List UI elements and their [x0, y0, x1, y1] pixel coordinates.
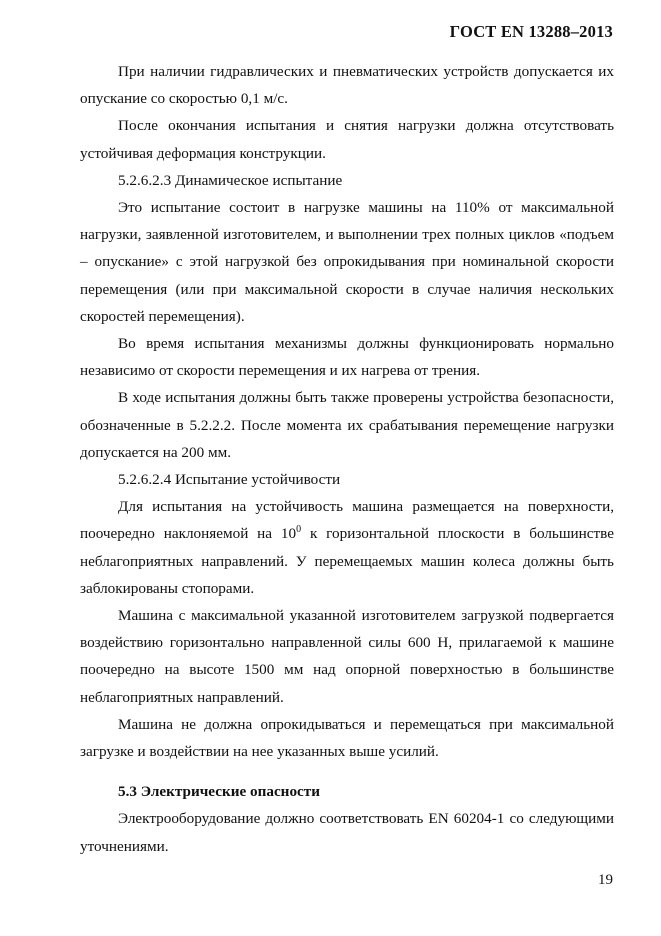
paragraph-safety-devices: В ходе испытания должны быть также проверены устройства безопасности, обозначенные в 5.2.2.2. После момента их срабатывания перемещение нагрузки допускается на 200 мм.	[80, 389, 614, 461]
paragraph-no-tipping: Машина не должна опрокидываться и перемещаться при максимальной загрузке и воздействии на нее указанных выше усилий.	[80, 715, 614, 761]
stability-text-part-1: Для испытания на устойчивость машина размещается на поверхности, поочередно наклоняемой на 10	[80, 498, 614, 543]
paragraph-mechanisms-function: Во время испытания механизмы должны функционировать нормально независимо от скорости перемещения и их нагрева от трения.	[80, 335, 614, 380]
paragraph-hydraulic-lowering: При наличии гидравлических и пневматических устройств допускается их опускание со скоростью 0,1 м/с.	[80, 63, 614, 108]
degree-superscript: 0	[296, 524, 302, 536]
page-number: 19	[598, 872, 613, 888]
section-heading-electrical-hazards: 5.3 Электрические опасности	[118, 783, 320, 801]
paragraph-electrical-equipment: Электрооборудование должно соответствовать EN 60204-1 со следующими уточнениями.	[80, 810, 614, 855]
paragraph-stability-incline	[80, 493, 614, 602]
subsection-heading-stability-test: 5.2.6.2.4 Испытание устойчивости	[118, 471, 341, 489]
paragraph-deformation: После окончания испытания и снятия нагрузки должна отсутствовать устойчивая деформация конструкции.	[80, 117, 614, 162]
standard-code-header: ГОСТ EN 13288–2013	[449, 22, 613, 41]
paragraph-dynamic-test-description: Это испытание состоит в нагрузке машины на 110% от максимальной нагрузки, заявленной изготовителем, и выполнении трех полных циклов «подъем – опускание» с этой нагрузкой без опрокидывания при номинальной скорости перемещения (или при максимальной скорости в случае наличия нескольких скоростей перемещения).	[80, 199, 614, 325]
document-body	[80, 58, 614, 860]
paragraph-horizontal-force: Машина с максимальной указанной изготовителем загрузкой подвергается воздействию горизонтально направленной силы 600 Н, прилагаемой к машине поочередно на высоте 1500 мм над опорной поверхностью в большинстве неблагоприятных направлений.	[80, 607, 614, 706]
stability-text-part-2: к горизонтальной плоскости в большинстве неблагоприятных направлений. У перемещаемых машин колеса должны быть заблокированы стопорами.	[80, 525, 615, 597]
subsection-heading-dynamic-test: 5.2.6.2.3 Динамическое испытание	[118, 171, 343, 189]
